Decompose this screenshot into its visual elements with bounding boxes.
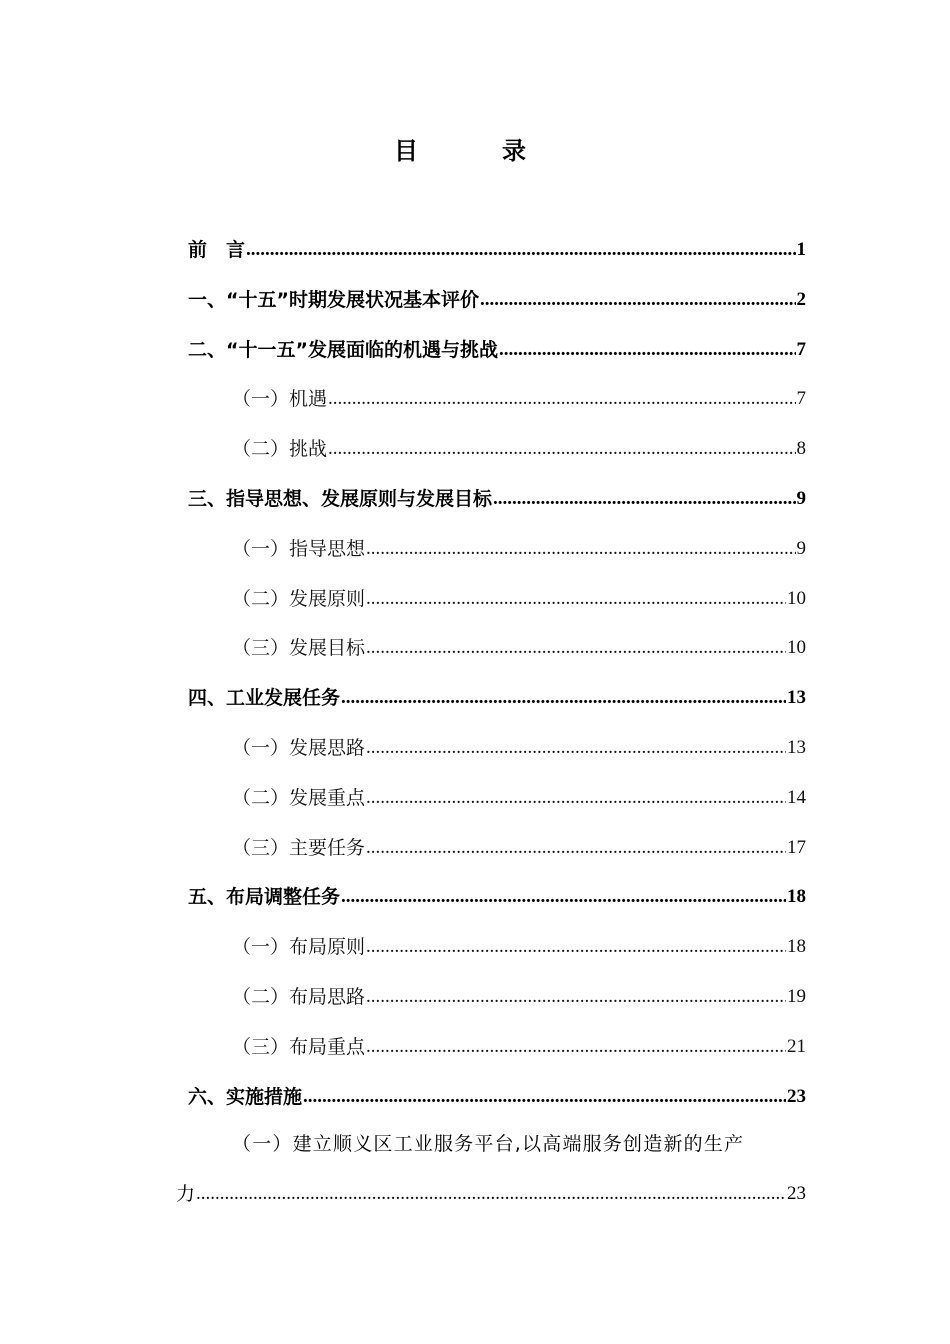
toc-page-number: 18 xyxy=(787,936,806,958)
toc-page-number: 10 xyxy=(787,587,806,609)
toc-page-number: 10 xyxy=(787,637,806,659)
toc-entry-section[interactable] xyxy=(188,929,806,965)
toc-page-number: 8 xyxy=(796,438,806,460)
toc-leader-dots xyxy=(366,730,786,766)
toc-leader-dots xyxy=(493,481,795,517)
toc-leader-dots xyxy=(366,830,786,866)
toc-entry-section[interactable] xyxy=(188,730,806,766)
toc-entry-chapter[interactable] xyxy=(188,1079,806,1115)
toc-entry-label: （一）发展思路 xyxy=(232,736,366,759)
toc-leader-dots xyxy=(366,979,786,1015)
toc-entry-label: 一、“十五”时期发展状况基本评价 xyxy=(188,288,479,311)
toc-entry-label: （三）主要任务 xyxy=(232,836,366,859)
toc-entry-label: 三、指导思想、发展原则与发展目标 xyxy=(188,487,493,510)
toc-page-number: 1 xyxy=(796,239,806,260)
toc-leader-dots xyxy=(246,232,795,268)
toc-entry-label-line1: （一）建立顺义区工业服务平台,以高端服务创造新的生产 xyxy=(232,1133,745,1155)
toc-entry-chapter[interactable] xyxy=(188,879,806,915)
toc-leader-dots xyxy=(196,1176,786,1212)
toc-entry-chapter[interactable] xyxy=(188,680,806,716)
toc-leader-dots xyxy=(366,1029,786,1065)
toc-page-number: 13 xyxy=(787,687,806,709)
toc-entry-wrapped[interactable] xyxy=(176,1126,806,1212)
toc-leader-dots xyxy=(341,680,786,716)
toc-entry-section[interactable] xyxy=(188,830,806,866)
toc-entry-chapter[interactable] xyxy=(188,332,806,368)
toc-entry-section[interactable] xyxy=(188,979,806,1015)
toc-page-number: 19 xyxy=(787,985,806,1007)
toc-entry-label: （二）挑战 xyxy=(232,438,328,461)
toc-page-number: 18 xyxy=(787,886,806,908)
toc-page-number: 21 xyxy=(787,1035,806,1057)
toc-page-number: 14 xyxy=(787,786,806,808)
toc-leader-dots xyxy=(366,630,786,666)
toc-entry-section[interactable] xyxy=(188,431,806,467)
toc-entry-label: （三）布局重点 xyxy=(232,1035,366,1058)
toc-entry-label: （二）布局思路 xyxy=(232,985,366,1008)
toc-entry-chapter[interactable] xyxy=(188,232,806,268)
toc-page-number: 9 xyxy=(796,537,806,559)
toc-entry-section[interactable] xyxy=(188,381,806,417)
toc-leader-dots xyxy=(303,1079,786,1115)
toc-entry-section[interactable] xyxy=(188,630,806,666)
toc-entry-label: 四、工业发展任务 xyxy=(188,687,341,710)
toc-entry-chapter[interactable] xyxy=(188,282,806,318)
toc-entry-label: （二）发展原则 xyxy=(232,587,366,610)
toc-title: 目 录 xyxy=(394,137,556,165)
toc-entry-chapter[interactable] xyxy=(188,481,806,517)
toc-leader-dots xyxy=(328,381,795,417)
toc-page-number: 23 xyxy=(787,1182,806,1204)
toc-page-number: 23 xyxy=(787,1085,806,1107)
toc-entry-section[interactable] xyxy=(188,780,806,816)
toc-entry-label: 二、“十一五”发展面临的机遇与挑战 xyxy=(188,338,498,361)
toc-entry-section[interactable] xyxy=(188,531,806,567)
toc-page-number: 7 xyxy=(796,338,806,360)
toc-page-number: 9 xyxy=(796,487,806,509)
toc-entry-label: 前 言 xyxy=(188,239,246,261)
toc-leader-dots xyxy=(366,531,795,567)
toc-entry-label: （二）发展重点 xyxy=(232,786,366,809)
toc-entry-label: 六、实施措施 xyxy=(188,1085,303,1108)
toc-entry-line2 xyxy=(176,1176,806,1212)
toc-page-number: 13 xyxy=(787,736,806,758)
toc-entry-label: （一）指导思想 xyxy=(232,537,366,560)
toc-leader-dots xyxy=(341,879,786,915)
toc-page-number: 17 xyxy=(787,836,806,858)
toc-list xyxy=(188,232,806,1128)
toc-entry-label: （三）发展目标 xyxy=(232,637,366,660)
toc-leader-dots xyxy=(366,929,786,965)
toc-leader-dots xyxy=(328,431,795,467)
toc-entry-label: （一）机遇 xyxy=(232,388,328,411)
toc-leader-dots xyxy=(480,282,796,318)
toc-entry-label: （一）布局原则 xyxy=(232,936,366,959)
toc-leader-dots xyxy=(366,581,786,617)
toc-leader-dots xyxy=(366,780,786,816)
toc-entry-label-line2: 力 xyxy=(176,1182,196,1205)
toc-leader-dots xyxy=(499,332,796,368)
toc-entry-section[interactable] xyxy=(188,581,806,617)
toc-page-number: 2 xyxy=(796,288,806,310)
toc-entry-label: 五、布局调整任务 xyxy=(188,886,341,909)
toc-entry-section[interactable] xyxy=(188,1029,806,1065)
toc-page-number: 7 xyxy=(796,388,806,410)
